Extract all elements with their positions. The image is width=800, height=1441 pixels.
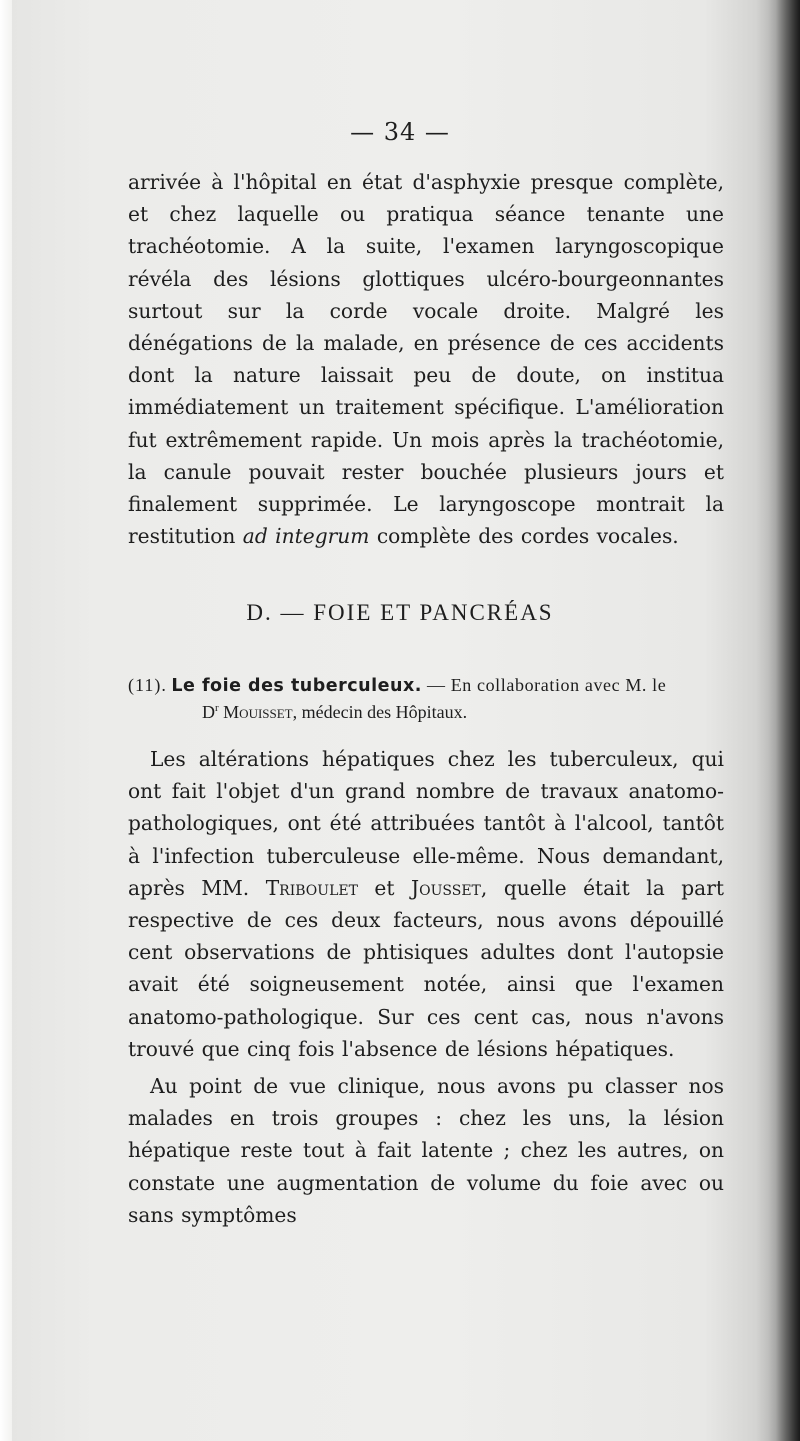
page-number: — 34 — [350,118,450,146]
binding-shadow [756,0,800,1441]
paragraph-text: arrivée à l'hôpital en état d'asphyxie presque complète, et chez laquelle ou pratiqua séance tenante une trachéotomie. A la suite, l'examen laryngoscopique révéla des lésions glottiques ulcéro-bourgeonnantes surtout sur la corde vocale droite. Malgré les dénégations de la malade, en présence de ces accidents dont la nature laissait peu de doute, on institua immédiatement un traitement spécifique. L'amélioration fut extrêmement rapide. Un mois après la trachéotomie, la canule pouvait rester bouchée plusieurs jours et finalement supprimée. Le laryngoscope montrait la restitution [128,170,724,549]
author-name: Jousset [411,875,481,900]
paragraph-text-end: complète des cordes vocales. [369,524,679,549]
paragraph-text: , quelle était la part respective de ces deux facteurs, nous avons dépouillé cent observations de phtisiques adultes dont l'autopsie avait été soigneusement notée, ainsi que l'examen anatomo-pathologique. Sur ces cent cas, nous n'avons trouvé que cinq fois l'absence de lésions hépatiques. [128,875,724,1061]
doctor-abbrev-sup: r [215,702,219,714]
coauthor-affiliation: , médecin des Hôpitaux. [292,702,468,722]
paragraph-continuation [128,166,724,552]
coauthor-name: Mouisset [223,702,293,722]
entry-number: (11). [128,675,167,695]
latin-phrase: ad integrum [242,524,370,549]
conjunction: et [357,875,412,900]
entry-title: Le foie des tuberculeux. [171,676,422,696]
section-heading: D. — FOIE ET PANCRÉAS [246,600,554,625]
doctor-abbrev: D [202,702,215,722]
entry-collaboration: — En collaboration avec M. le [421,675,667,695]
author-name: Triboulet [265,875,358,900]
paragraph-text: Les altérations hépatiques chez les tuberculeux, qui ont fait l'objet d'un grand nombre de travaux anatomo-pathologiques, ont été attribuées tantôt à l'alcool, tantôt à l'infection tuberculeuse elle-même. Nous demandant, après MM. [128,747,724,900]
entry-line-1 [128,672,728,699]
bibliography-entry [128,672,728,725]
page-left-edge [0,0,12,1441]
entry-line-2 [128,699,728,725]
paragraph-clinical: Au point de vue clinique, nous avons pu classer nos malades en trois groupes : chez les uns, la lésion hépatique reste tout à fait latente ; chez les autres, on constate une augmentation de volume du foie avec ou sans symptômes [128,1074,724,1227]
paragraph-findings [128,743,724,1065]
